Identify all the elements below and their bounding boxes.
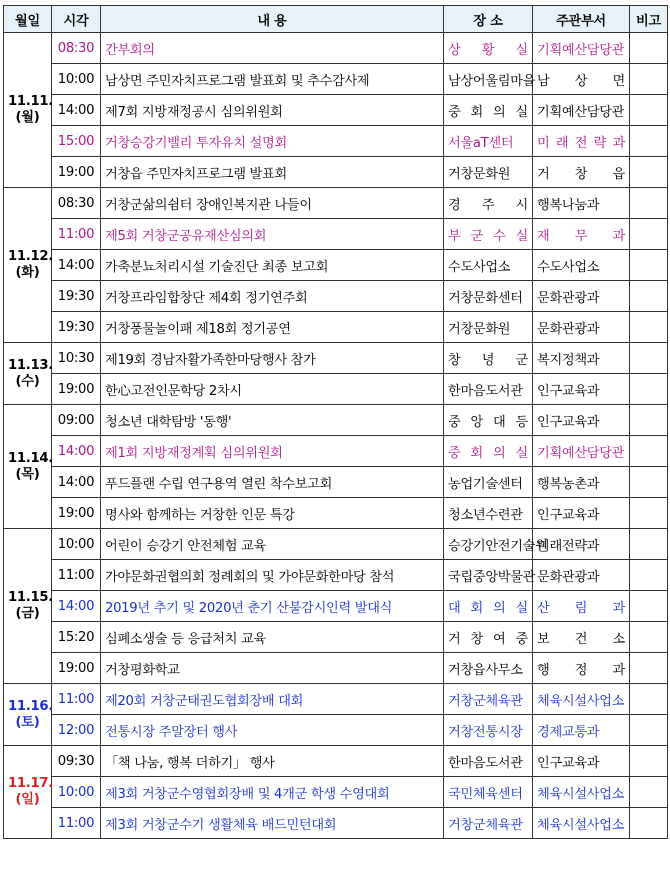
content-cell: 거창군삶의쉼터 장애인복지관 나들이 — [101, 188, 444, 219]
place-cell: 거창읍사무소 — [444, 653, 533, 684]
table-row — [4, 343, 668, 374]
time-cell: 14:00 — [52, 591, 101, 622]
note-cell — [630, 219, 668, 250]
time-cell: 15:20 — [52, 622, 101, 653]
dept-cell: 행복나눔과 — [533, 188, 630, 219]
time-cell: 14:00 — [52, 467, 101, 498]
note-cell — [630, 684, 668, 715]
place-cell: 거창군체육관 — [444, 684, 533, 715]
place-cell: 상 황 실 — [444, 33, 533, 64]
place-cell: 수도사업소 — [444, 250, 533, 281]
table-row — [4, 157, 668, 188]
place-cell: 거창군체육관 — [444, 808, 533, 839]
date-cell — [4, 343, 52, 405]
date-cell — [4, 33, 52, 188]
dept-cell: 수도사업소 — [533, 250, 630, 281]
dept-cell: 보 건 소 — [533, 622, 630, 653]
place-cell: 거창문화원 — [444, 312, 533, 343]
date-cell — [4, 746, 52, 839]
header-date: 월일 — [4, 6, 52, 33]
table-row — [4, 560, 668, 591]
note-cell — [630, 529, 668, 560]
dept-cell: 산 림 과 — [533, 591, 630, 622]
place-cell: 경 주 시 — [444, 188, 533, 219]
date-text: 11.17. — [8, 776, 53, 791]
date-cell — [4, 684, 52, 746]
time-cell: 09:30 — [52, 746, 101, 777]
date-text: 11.16. — [8, 698, 53, 714]
place-cell: 중 회 의 실 — [444, 436, 533, 467]
content-cell: 한心고전인문학당 2차시 — [101, 374, 444, 405]
content-cell: 제19회 경남자활가족한마당행사 참가 — [101, 343, 444, 374]
header-time: 시각 — [52, 6, 101, 33]
time-cell: 14:00 — [52, 250, 101, 281]
time-cell: 10:00 — [52, 529, 101, 560]
time-cell: 09:00 — [52, 405, 101, 436]
place-cell: 중 앙 대 등 — [444, 405, 533, 436]
note-cell — [630, 281, 668, 312]
content-cell: 거창승강기밸리 투자유치 설명회 — [101, 126, 444, 157]
content-cell: 가축분뇨처리시설 기술진단 최종 보고회 — [101, 250, 444, 281]
time-cell: 10:00 — [52, 64, 101, 95]
header-place: 장 소 — [444, 6, 533, 33]
content-cell: 2019년 추기 및 2020년 춘기 산불감시인력 발대식 — [101, 591, 444, 622]
dept-cell: 인구교육과 — [533, 498, 630, 529]
header-note: 비고 — [630, 6, 668, 33]
dept-cell: 체육시설사업소 — [533, 808, 630, 839]
note-cell — [630, 374, 668, 405]
place-cell: 한마음도서관 — [444, 374, 533, 405]
content-cell: 제3회 거창군수기 생활체육 배드민턴대회 — [101, 808, 444, 839]
table-row — [4, 95, 668, 126]
time-cell: 10:00 — [52, 777, 101, 808]
content-cell: 거창프라임합창단 제4회 정기연주회 — [101, 281, 444, 312]
date-text: 11.11. — [8, 94, 53, 109]
dept-cell: 미 래 전 략 과 — [533, 126, 630, 157]
dept-cell: 복지정책과 — [533, 343, 630, 374]
time-cell: 12:00 — [52, 715, 101, 746]
content-cell: 거창평화학교 — [101, 653, 444, 684]
table-row — [4, 33, 668, 64]
table-row — [4, 498, 668, 529]
weekday-text: (월) — [15, 110, 40, 125]
table-row — [4, 250, 668, 281]
table-row — [4, 374, 668, 405]
content-cell: 「책 나눔, 행복 더하기」 행사 — [101, 746, 444, 777]
time-cell: 19:00 — [52, 374, 101, 405]
time-cell: 14:00 — [52, 95, 101, 126]
note-cell — [630, 95, 668, 126]
dept-cell: 기획예산담당관 — [533, 436, 630, 467]
header-content: 내 용 — [101, 6, 444, 33]
date-text: 11.13. — [8, 357, 53, 373]
table-row — [4, 653, 668, 684]
note-cell — [630, 33, 668, 64]
time-cell: 08:30 — [52, 188, 101, 219]
note-cell — [630, 777, 668, 808]
dept-cell: 미래전략과 — [533, 529, 630, 560]
content-cell: 전통시장 주말장터 행사 — [101, 715, 444, 746]
table-row — [4, 219, 668, 250]
note-cell — [630, 436, 668, 467]
content-cell: 청소년 대학탐방 '동행' — [101, 405, 444, 436]
note-cell — [630, 405, 668, 436]
dept-cell: 체육시설사업소 — [533, 777, 630, 808]
content-cell: 제1회 지방재정계획 심의위원회 — [101, 436, 444, 467]
date-cell — [4, 188, 52, 343]
time-cell: 14:00 — [52, 436, 101, 467]
place-cell: 서울aT센터 — [444, 126, 533, 157]
time-cell: 11:00 — [52, 219, 101, 250]
time-cell: 11:00 — [52, 808, 101, 839]
date-cell — [4, 405, 52, 529]
place-cell: 승강기안전기술원 — [444, 529, 533, 560]
table-row — [4, 777, 668, 808]
note-cell — [630, 498, 668, 529]
dept-cell: 행 정 과 — [533, 653, 630, 684]
time-cell: 19:00 — [52, 498, 101, 529]
note-cell — [630, 126, 668, 157]
table-row — [4, 684, 668, 715]
dept-cell: 인구교육과 — [533, 405, 630, 436]
place-cell: 거창문화원 — [444, 157, 533, 188]
date-text: 11.14. — [8, 450, 53, 466]
place-cell: 대 회 의 실 — [444, 591, 533, 622]
dept-cell: 문화관광과 — [533, 312, 630, 343]
dept-cell: 경제교통과 — [533, 715, 630, 746]
time-cell: 15:00 — [52, 126, 101, 157]
content-cell: 제20회 거창군태권도협회장배 대회 — [101, 684, 444, 715]
place-cell: 국립중앙박물관 — [444, 560, 533, 591]
weekday-text: (화) — [15, 265, 40, 280]
content-cell: 남상면 주민자치프로그램 발표회 및 추수감사제 — [101, 64, 444, 95]
weekday-text: (수) — [15, 373, 40, 389]
note-cell — [630, 157, 668, 188]
dept-cell: 재 무 과 — [533, 219, 630, 250]
table-row — [4, 64, 668, 95]
table-row — [4, 591, 668, 622]
note-cell — [630, 715, 668, 746]
note-cell — [630, 622, 668, 653]
table-row — [4, 467, 668, 498]
schedule-table — [3, 5, 668, 839]
note-cell — [630, 591, 668, 622]
place-cell: 농업기술센터 — [444, 467, 533, 498]
date-text: 11.12. — [8, 249, 53, 264]
note-cell — [630, 653, 668, 684]
dept-cell: 체육시설사업소 — [533, 684, 630, 715]
table-row — [4, 529, 668, 560]
date-cell — [4, 529, 52, 684]
dept-cell: 문화관광과 — [533, 281, 630, 312]
table-row — [4, 746, 668, 777]
note-cell — [630, 250, 668, 281]
content-cell: 간부회의 — [101, 33, 444, 64]
content-cell: 가야문화권협의회 정례회의 및 가야문화한마당 참석 — [101, 560, 444, 591]
content-cell: 푸드플랜 수립 연구용역 열린 착수보고회 — [101, 467, 444, 498]
time-cell: 11:00 — [52, 684, 101, 715]
weekday-text: (목) — [15, 466, 40, 482]
note-cell — [630, 467, 668, 498]
table-row — [4, 808, 668, 839]
time-cell: 10:30 — [52, 343, 101, 374]
weekday-text: (토) — [15, 714, 40, 730]
dept-cell: 남 상 면 — [533, 64, 630, 95]
note-cell — [630, 343, 668, 374]
place-cell: 한마음도서관 — [444, 746, 533, 777]
header-dept: 주관부서 — [533, 6, 630, 33]
content-cell: 제5회 거창군공유재산심의회 — [101, 219, 444, 250]
note-cell — [630, 808, 668, 839]
note-cell — [630, 188, 668, 219]
table-row — [4, 405, 668, 436]
table-row — [4, 126, 668, 157]
place-cell: 거창문화센터 — [444, 281, 533, 312]
note-cell — [630, 560, 668, 591]
date-text: 11.15. — [8, 590, 53, 605]
dept-cell: 기획예산담당관 — [533, 33, 630, 64]
table-row — [4, 312, 668, 343]
table-row — [4, 188, 668, 219]
content-cell: 제3회 거창군수영협회장배 및 4개군 학생 수영대회 — [101, 777, 444, 808]
table-row — [4, 715, 668, 746]
content-cell: 제7회 지방재정공시 심의위원회 — [101, 95, 444, 126]
note-cell — [630, 746, 668, 777]
weekday-text: (일) — [15, 792, 40, 807]
dept-cell: 문화관광과 — [533, 560, 630, 591]
time-cell: 19:00 — [52, 157, 101, 188]
dept-cell: 행복농촌과 — [533, 467, 630, 498]
time-cell: 19:30 — [52, 312, 101, 343]
content-cell: 거창읍 주민자치프로그램 발표회 — [101, 157, 444, 188]
weekday-text: (금) — [15, 606, 40, 621]
table-row — [4, 622, 668, 653]
place-cell: 부 군 수 실 — [444, 219, 533, 250]
content-cell: 심폐소생술 등 응급처치 교육 — [101, 622, 444, 653]
note-cell — [630, 64, 668, 95]
content-cell: 명사와 함께하는 거창한 인문 특강 — [101, 498, 444, 529]
place-cell: 국민체육센터 — [444, 777, 533, 808]
place-cell: 중 회 의 실 — [444, 95, 533, 126]
place-cell: 남상어울림마을 — [444, 64, 533, 95]
dept-cell: 인구교육과 — [533, 746, 630, 777]
time-cell: 19:00 — [52, 653, 101, 684]
content-cell: 어린이 승강기 안전체험 교육 — [101, 529, 444, 560]
dept-cell: 거 창 읍 — [533, 157, 630, 188]
place-cell: 창 녕 군 — [444, 343, 533, 374]
schedule-body — [4, 33, 668, 839]
time-cell: 08:30 — [52, 33, 101, 64]
dept-cell: 기획예산담당관 — [533, 95, 630, 126]
place-cell: 거 창 여 중 — [444, 622, 533, 653]
dept-cell: 인구교육과 — [533, 374, 630, 405]
content-cell: 거창풍물놀이패 제18회 정기공연 — [101, 312, 444, 343]
time-cell: 11:00 — [52, 560, 101, 591]
table-row — [4, 281, 668, 312]
time-cell: 19:30 — [52, 281, 101, 312]
table-row — [4, 436, 668, 467]
note-cell — [630, 312, 668, 343]
place-cell: 거창전통시장 — [444, 715, 533, 746]
place-cell: 청소년수련관 — [444, 498, 533, 529]
header-row — [4, 6, 668, 33]
